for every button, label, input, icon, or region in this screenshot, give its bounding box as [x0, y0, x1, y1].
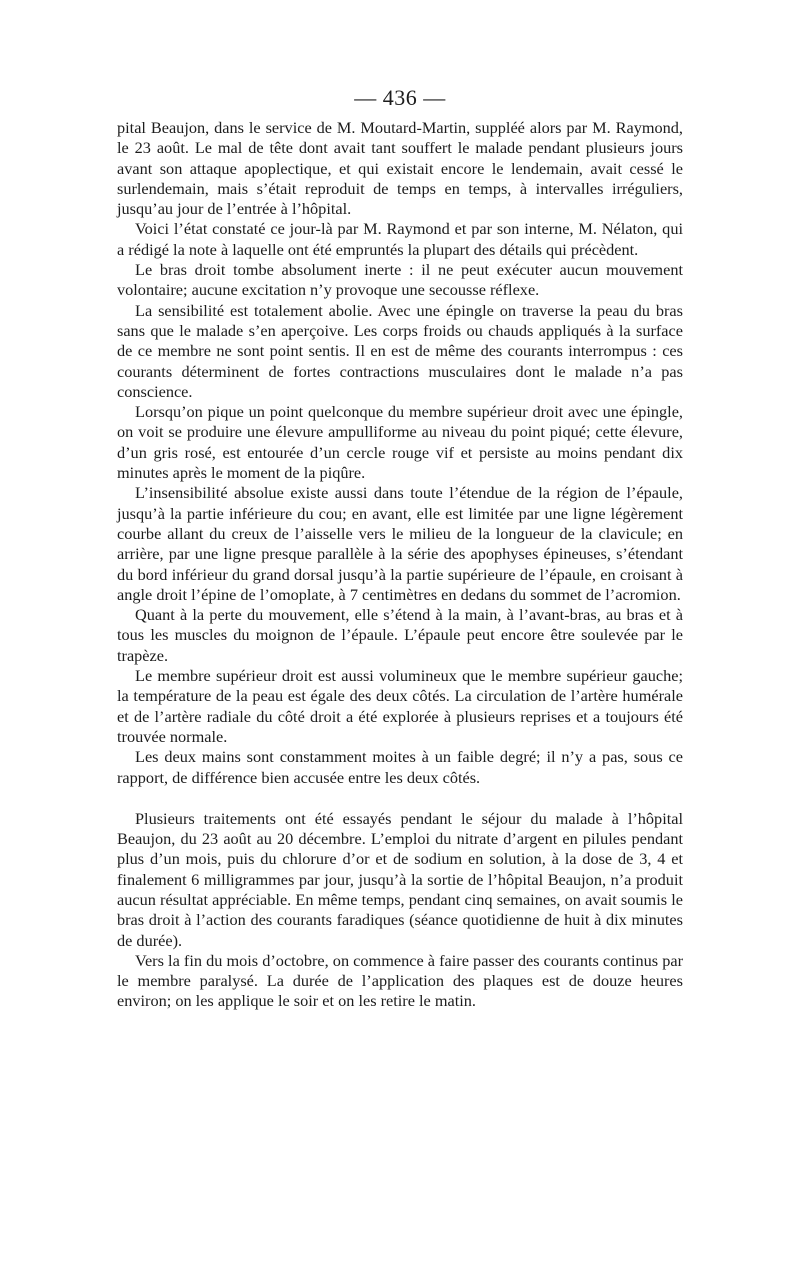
paragraph-treatments: Plusieurs traitements ont été essayés pendant le séjour du malade à l’hôpital Beaujon, du 23 août au 20 décembre. L’emploi du nitrate d’argent en pilules pendant plus d’un mois, puis du chlorure d’or et de sodium en solution, à la dose de 3, 4 et finalement 6 milligrammes par jour, jusqu’à la sortie de l’hôpital Beaujon, n’a produit aucun résultat appréciable. En même temps, pendant cinq semaines, on avait soumis le bras droit à l’action des courants faradiques (séance quotidienne de huit à dix minutes de durée).	[117, 808, 683, 950]
paragraph-insensibility-region: L’insensibilité absolue existe aussi dans toute l’étendue de la région de l’épaule, jusqu’à la partie inférieure du cou; en avant, elle est limitée par une ligne légèrement courbe allant du creux de l’aisselle vers le milieu de la longueur de la clavicule; en arrière, par une ligne presque parallèle à la série des apophyses épineuses, s’étendant du bord inférieur du grand dorsal jusqu’à la partie supérieure de l’épaule, en croisant à angle droit l’épine de l’omoplate, à 7 centimètres en dedans du sommet de l’acromion.	[117, 483, 683, 604]
paragraph-moist-hands: Les deux mains sont constamment moites à un faible degré; il n’y a pas, sous ce rapport, de différence bien accusée entre les deux côtés.	[117, 747, 683, 787]
paragraph-loss-of-movement: Quant à la perte du mouvement, elle s’étend à la main, à l’avant-bras, au bras et à tous les muscles du moignon de l’épaule. L’épaule peut encore être soulevée par le trapèze.	[117, 605, 683, 665]
paragraph-sensibility-abolished: La sensibilité est totalement abolie. Avec une épingle on traverse la peau du bras sans que le malade s’en aperçoive. Les corps froids ou chauds appliqués à la surface de ce membre ne sont point sentis. Il en est de même des courants interrompus : ces courants déterminent de fortes contractions musculaires dont le malade n’a pas conscience.	[117, 300, 683, 401]
paragraph-continuous-currents: Vers la fin du mois d’octobre, on commence à faire passer des courants continus par le membre paralysé. La durée de l’application des plaques est de douze heures environ; on les applique le soir et on les retire le matin.	[117, 950, 683, 1011]
book-page	[117, 84, 683, 1012]
paragraph-state-observed: Voici l’état constaté ce jour-là par M. Raymond et par son interne, M. Nélaton, qui a rédigé la note à laquelle ont été empruntés la plupart des détails qui précèdent.	[117, 219, 683, 259]
paragraph-pin-prick: Lorsqu’on pique un point quelconque du membre supérieur droit avec une épingle, on voit se produire une élevure ampulliforme au niveau du point piqué; cette élevure, d’un gris rosé, est entourée d’un cercle rouge vif et persiste au moins pendant dix minutes après le moment de la piqûre.	[117, 402, 683, 483]
paragraph-hospital-admission: pital Beaujon, dans le service de M. Moutard-Martin, suppléé alors par M. Raymond, le 23 août. Le mal de tête dont avait tant souffert le malade pendant plusieurs jours avant son attaque apoplectique, et qui existait encore le lendemain, avait cessé le surlendemain, mais s’était reproduit de temps en temps, à intervalles irréguliers, jusqu’au jour de l’entrée à l’hôpital.	[117, 118, 683, 219]
page-number: — 436 —	[354, 85, 446, 110]
paragraph-right-arm-inert: Le bras droit tombe absolument inerte : il ne peut exécuter aucun mouvement volontaire; aucune excitation n’y provoque une secousse réflexe.	[117, 260, 683, 300]
paragraph-limb-volume: Le membre supérieur droit est aussi volumineux que le membre supérieur gauche; la température de la peau est égale des deux côtés. La circulation de l’artère humérale et de l’artère radiale du côté droit a été explorée à plusieurs reprises et a toujours été trouvée normale.	[117, 666, 683, 746]
